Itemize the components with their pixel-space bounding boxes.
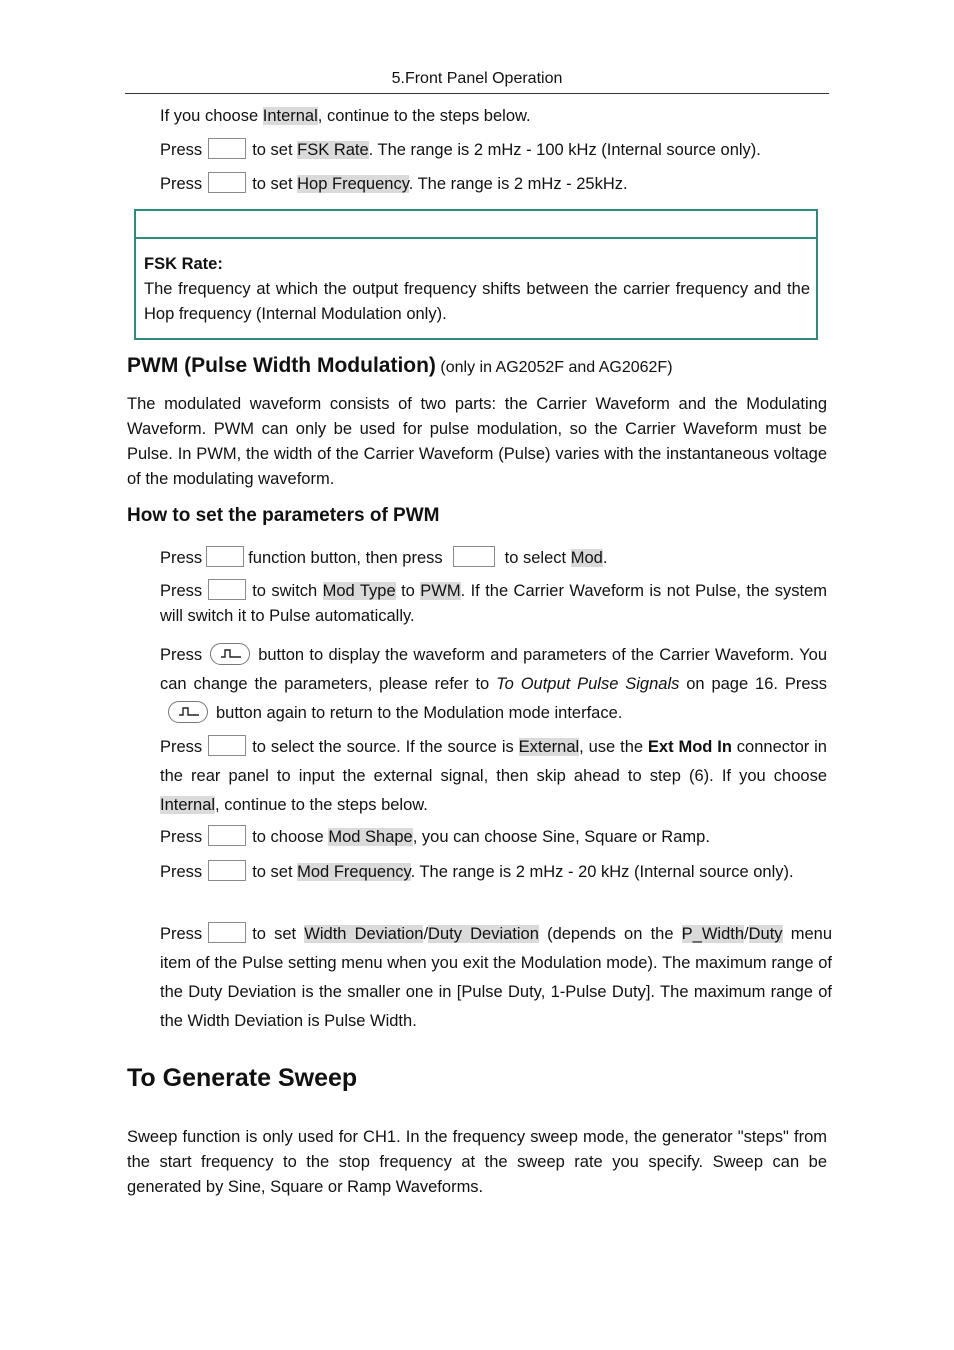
softkey-icon	[208, 138, 246, 159]
pwm-step-6	[160, 858, 827, 887]
page-header: 5.Front Panel Operation	[391, 70, 563, 87]
press-label: Press	[160, 925, 203, 943]
press-label: Press	[160, 738, 203, 756]
menu-item-mod-shape: Mod Shape	[328, 828, 413, 846]
pulse-button-icon	[210, 643, 250, 665]
step-text: to	[395, 582, 421, 600]
pulse-button-icon	[168, 701, 208, 723]
softkey-icon	[208, 172, 246, 193]
step-text: to set	[252, 863, 298, 881]
step-text: to choose	[252, 828, 329, 846]
press-label: Press	[160, 863, 203, 881]
step-text: , continue to the steps below.	[215, 796, 428, 814]
pwm-heading	[127, 354, 673, 378]
step-text: , you can choose Sine, Square or Ramp.	[412, 828, 710, 846]
pwm-heading-note: (only in AG2052F and AG2062F)	[440, 359, 673, 376]
sweep-heading: To Generate Sweep	[127, 1064, 358, 1092]
menu-item-p-width: P_Width	[681, 925, 745, 943]
menu-item-fsk-rate: FSK Rate	[297, 141, 369, 159]
press-label: Press	[160, 582, 203, 600]
pwm-description: The modulated waveform consists of two parts: the Carrier Waveform and the Modulating Waveform. PWM can only be used for pulse modulation, so the Carrier Waveform must be Pulse. In PWM, the width of the Carrier Waveform (Pulse) varies with the instantaneous voltage of the modulating waveform.	[127, 395, 827, 488]
softkey-icon	[208, 922, 246, 943]
step-text: .	[602, 549, 608, 567]
step-text: to set	[252, 925, 305, 943]
step-text: . The range is 2 mHz - 100 kHz (Internal source only).	[368, 141, 761, 159]
note-box	[134, 209, 818, 340]
press-label: Press	[160, 175, 203, 193]
pwm-step-5	[160, 827, 710, 848]
menu-item-mod-type: Mod Type	[322, 582, 396, 600]
step-text: , use the	[579, 738, 648, 756]
step-text: /	[423, 925, 429, 943]
note-divider	[136, 237, 816, 239]
pwm-heading-title: PWM (Pulse Width Modulation)	[127, 354, 436, 377]
pwm-step-7	[160, 920, 832, 1036]
menu-item-duty: Duty	[748, 925, 783, 943]
connector-name: Ext Mod In	[647, 738, 732, 756]
softkey-icon	[206, 546, 244, 567]
step-text: to select the source. If the source is	[252, 738, 519, 756]
step-text: to select	[504, 549, 571, 567]
menu-item-external: External	[518, 738, 580, 756]
step-text: menu item of the Pulse setting menu when you exit the Modulation mode). The maximum range of the Duty Deviation is the smaller one in [Pulse Duty, 1-Pulse Duty]. The maximum range of the Width Deviation is Pulse Width.	[160, 925, 832, 1030]
fsk-intro-post: , continue to the steps below.	[317, 107, 531, 125]
menu-item-mod-frequency: Mod Frequency	[297, 863, 411, 881]
note-term: FSK Rate:	[144, 255, 223, 273]
note-text: The frequency at which the output frequency shifts between the carrier frequency and the Hop frequency (Internal Modulation only).	[144, 280, 810, 323]
softkey-icon	[208, 825, 246, 846]
step-text: function button, then press	[248, 549, 443, 567]
press-label: Press	[160, 549, 203, 567]
step-text: . If the Carrier Waveform is not Pulse, the system will switch it to Pulse automatically.	[160, 582, 827, 625]
step-text: to switch	[252, 582, 323, 600]
pwm-step-1	[160, 548, 607, 569]
step-text: to set	[252, 141, 298, 159]
step-text: connector in the rear panel to input the external signal, then skip ahead to step (6). If you choose	[160, 738, 827, 785]
menu-item-hop-frequency: Hop Frequency	[297, 175, 409, 193]
menu-item-pwm: PWM	[420, 582, 461, 600]
menu-item-duty-deviation: Duty Deviation	[428, 925, 539, 943]
press-label: Press	[160, 141, 203, 159]
fsk-intro-highlight: Internal	[262, 107, 318, 125]
press-label: Press	[160, 646, 203, 664]
sweep-text: Sweep function is only used for CH1. In the frequency sweep mode, the generator "steps" from the start frequency to the stop frequency at the sweep rate you specify. Sweep can be generated by Sine, Square or Ramp Waveforms.	[127, 1128, 827, 1196]
softkey-icon	[208, 860, 246, 881]
step-text: /	[744, 925, 749, 943]
page-reference: To Output Pulse Signals	[496, 675, 680, 693]
pwm-how-heading: How to set the parameters of PWM	[127, 505, 440, 526]
softkey-icon	[208, 579, 246, 600]
softkey-icon	[453, 546, 495, 567]
fsk-step-rate	[160, 140, 761, 161]
step-text: on page 16. Press	[679, 675, 827, 693]
step-text: . The range is 2 mHz - 25kHz.	[408, 175, 628, 193]
pwm-step-4	[160, 733, 827, 820]
step-text: to set	[252, 175, 298, 193]
menu-item-internal: Internal	[160, 796, 216, 814]
fsk-intro-pre: If you choose	[160, 107, 263, 125]
softkey-icon	[208, 735, 246, 756]
step-text: button again to return to the Modulation mode interface.	[216, 704, 623, 722]
menu-item-width-deviation: Width Deviation	[304, 925, 424, 943]
step-text: button to display the waveform and parameters of the Carrier Waveform. You can change the parameters, please refer to	[160, 646, 827, 693]
pwm-step-2	[160, 579, 827, 629]
header-rule	[125, 93, 829, 94]
press-label: Press	[160, 828, 203, 846]
fsk-intro	[160, 106, 531, 126]
pwm-step-3	[160, 641, 827, 728]
menu-item-mod: Mod	[570, 549, 603, 567]
fsk-step-hop	[160, 174, 628, 195]
step-text: (depends on the	[538, 925, 682, 943]
step-text: . The range is 2 mHz - 20 kHz (Internal source only).	[410, 863, 794, 881]
